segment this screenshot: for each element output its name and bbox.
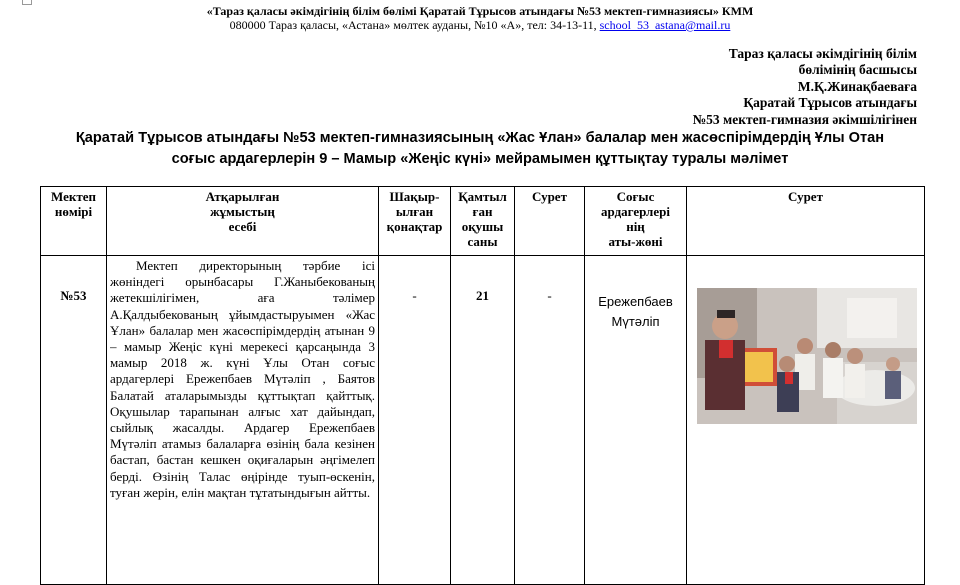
cell-veteran: Ережепбаев Мүтәліп: [585, 256, 687, 585]
table-row: [41, 256, 925, 585]
addressee-line: №53 мектеп-гимназия әкімшілігінен: [692, 111, 917, 127]
table-header-row: [41, 187, 925, 256]
cell-report: [107, 256, 379, 585]
organization-line: «Тараз қаласы әкімдігінің білім бөлімі Қаратай Тұрысов атындағы №53 мектеп-гимназиясы» КММ: [206, 4, 754, 18]
addressee-line: Тараз қаласы әкімдігінің білім: [728, 46, 917, 61]
header-photo-2: Сурет: [687, 187, 925, 256]
report-table: [40, 186, 925, 585]
document-title: [0, 128, 960, 170]
address-line: [0, 18, 960, 33]
event-photo: [697, 288, 917, 424]
header-school-no: Мектеп нөмірі: [41, 187, 107, 256]
header-veteran: Соғыс ардагерлері нің аты-жөні: [585, 187, 687, 256]
title-line: Қаратай Тұрысов атындағы №53 мектеп-гимназиясының «Жас Ұлан» балалар мен жасөспірімдердің Ұлы Отан: [75, 130, 885, 146]
cell-school-no: №53: [41, 256, 107, 585]
header-guests: Шақыр- ылған қонақтар: [379, 187, 451, 256]
addressee-line: бөлімінің басшысы: [798, 62, 917, 78]
report-text: Мектеп директорының тәрбие ісі жөніндегі орынбасары Г.Жаныбекованың жетекшілігімен, аға тәлімер А.Қалдыбекованың ұйымдастыруымен «Жас Ұлан» балалар мен жасөспірімдердің атынан 9 – мамыр Жеңіс күні мерекесі қарсаңында 3 мамыр 2018 ж. күні Ұлы Отан соғыс ардагерлері Ережепбаев Мүтәліп , Баятов Балатай аталарымызды құттықтап қайттық. Оқушылар тарапынан алғыс хат дайындап, сыйлық жасалды. Ардагер Ережепбаев Мүтәліп атамыз балаларға өзінің бала кезінен бастап, бастан кешкен оқиғаларын әңгімелеп берді. Өзінің Талас өңірінде туып-өскенін, туған жерін, елін мақтан тұтатындығын айтты.: [110, 258, 375, 500]
cell-photo: [687, 256, 925, 585]
addressee-line: Қаратай Тұрысов атындағы: [743, 95, 917, 111]
header-photo: Сурет: [515, 187, 585, 256]
cell-guests: -: [379, 256, 451, 585]
cell-students: 21: [451, 256, 515, 585]
header-work-report: Атқарылған жұмыстың есебі: [107, 187, 379, 256]
cell-photo-empty: -: [515, 256, 585, 585]
addressee-block: [693, 46, 917, 128]
title-line: соғыс ардагерлерін 9 – Мамыр «Жеңіс күні» мейрамымен құттықтау туралы мәлімет: [171, 151, 789, 167]
email-link[interactable]: school_53_astana@mail.ru: [599, 18, 731, 32]
header-students: Қамтыл ған оқушы саны: [451, 187, 515, 256]
address-text: 080000 Тараз қаласы, «Астана» мөлтек ауданы, №10 «А», тел: 34-13-11,: [229, 18, 600, 32]
addressee-line: М.Қ.Жинақбаеваға: [797, 78, 917, 94]
